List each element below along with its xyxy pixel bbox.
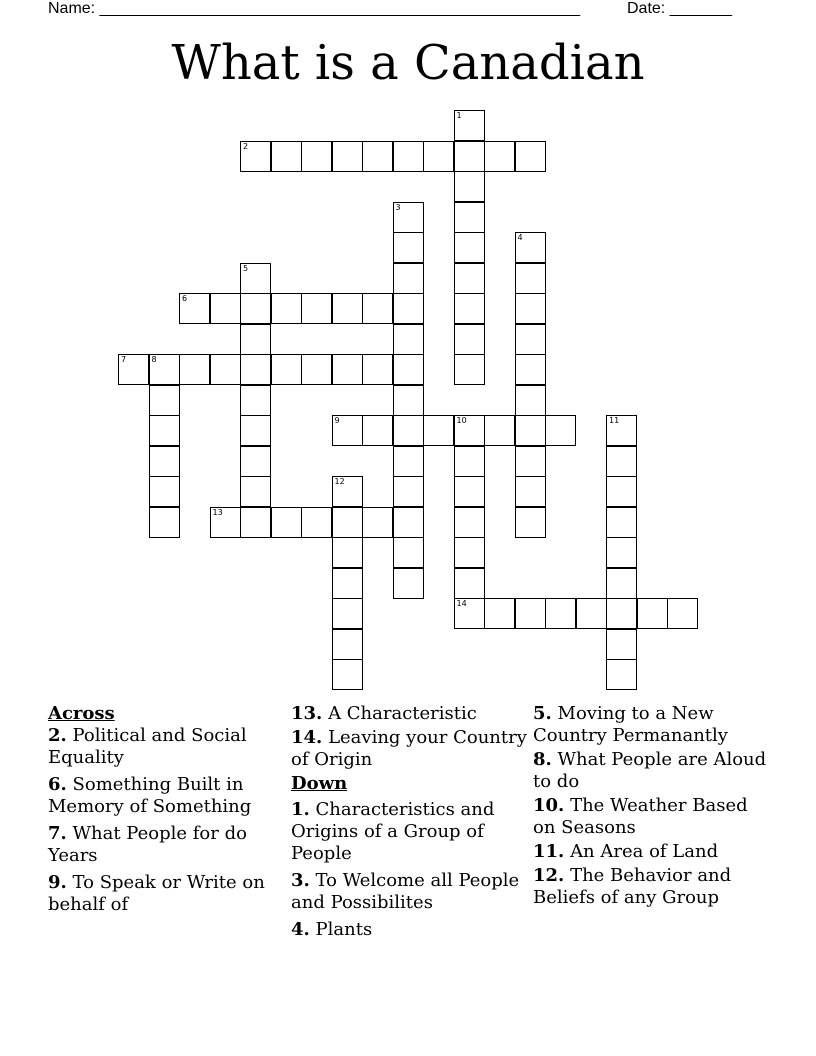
cell-number: 3 [395, 202, 401, 212]
crossword-cell[interactable] [515, 385, 546, 416]
crossword-cell[interactable] [606, 598, 637, 629]
crossword-cell[interactable] [545, 415, 576, 446]
crossword-cell[interactable] [454, 202, 485, 233]
crossword-cell[interactable] [484, 141, 515, 172]
crossword-cell[interactable] [606, 476, 637, 507]
crossword-cell[interactable] [515, 293, 546, 324]
across-heading: Across [48, 703, 115, 724]
across-clue-2 [48, 725, 284, 769]
clue-number: 6. [48, 774, 67, 795]
down-clue-4 [291, 919, 527, 941]
crossword-cell[interactable] [423, 141, 454, 172]
page-title: What is a Canadian [171, 35, 645, 91]
crossword-cell[interactable] [210, 354, 241, 385]
down-clue-11 [533, 841, 773, 863]
crossword-cell[interactable] [240, 293, 271, 324]
crossword-cell[interactable] [545, 598, 576, 629]
crossword-cell[interactable] [240, 476, 271, 507]
cell-number: 5 [243, 263, 249, 273]
crossword-cell[interactable] [454, 598, 485, 629]
crossword-cell[interactable] [332, 415, 363, 446]
crossword-cell[interactable] [332, 598, 363, 629]
crossword-cell[interactable] [606, 568, 637, 599]
crossword-cell[interactable] [393, 507, 424, 538]
clue-number: 11. [533, 841, 565, 862]
clue-text: A Characteristic [328, 703, 477, 724]
crossword-cell[interactable] [240, 324, 271, 355]
clue-text: Leaving your Country of Origin [291, 727, 527, 770]
cell-number: 14 [456, 599, 467, 608]
crossword-cell[interactable] [271, 293, 302, 324]
name-field-label: Name: ______________________________________________________ [48, 0, 581, 17]
clue-text: An Area of Land [570, 841, 719, 862]
clue-number: 5. [533, 703, 552, 724]
clue-number: 2. [48, 725, 67, 746]
across-clue-6 [48, 774, 284, 818]
clue-number: 12. [533, 865, 565, 886]
crossword-cell[interactable] [454, 476, 485, 507]
crossword-cell[interactable] [454, 537, 485, 568]
crossword-cell[interactable] [332, 476, 363, 507]
crossword-cell[interactable] [179, 293, 210, 324]
crossword-cell[interactable] [149, 476, 180, 507]
across-clue-7 [48, 823, 284, 867]
crossword-cell[interactable] [454, 263, 485, 294]
across-clue-14 [291, 727, 527, 771]
down-clue-10 [533, 795, 773, 839]
crossword-cell[interactable] [393, 293, 424, 324]
cell-number: 9 [334, 416, 340, 425]
crossword-cell[interactable] [515, 415, 546, 446]
crossword-cell[interactable] [332, 629, 363, 660]
crossword-cell[interactable] [454, 568, 485, 599]
crossword-cell[interactable] [454, 446, 485, 477]
crossword-cell[interactable] [393, 202, 424, 233]
crossword-cell[interactable] [149, 507, 180, 538]
clue-number: 10. [533, 795, 565, 816]
crossword-cell[interactable] [606, 415, 637, 446]
clue-text: Political and Social Equality [48, 725, 247, 768]
cell-number: 12 [334, 477, 345, 486]
crossword-cell[interactable] [301, 141, 332, 172]
crossword-cell[interactable] [393, 446, 424, 477]
clue-number: 3. [291, 870, 310, 891]
crossword-cell[interactable] [606, 507, 637, 538]
crossword-cell[interactable] [210, 293, 241, 324]
date-field-label: Date: _______ [627, 0, 732, 17]
clue-text: Plants [315, 919, 373, 940]
crossword-cell[interactable] [423, 415, 454, 446]
clue-text: Moving to a New Country Permanantly [533, 703, 728, 746]
cell-number: 13 [212, 507, 223, 517]
crossword-cell[interactable] [271, 141, 302, 172]
crossword-cell[interactable] [484, 598, 515, 629]
clues-column-1 [48, 703, 284, 921]
crossword-cell[interactable] [454, 171, 485, 202]
crossword-cell[interactable] [454, 507, 485, 538]
cell-number: 11 [609, 416, 620, 425]
crossword-cell[interactable] [362, 507, 393, 538]
crossword-cell[interactable] [637, 598, 668, 629]
crossword-cell[interactable] [393, 537, 424, 568]
down-clue-8 [533, 749, 773, 793]
clue-number: 4. [291, 919, 310, 940]
cell-number: 2 [243, 141, 249, 151]
clue-text: To Welcome all People and Possibilites [291, 870, 520, 913]
crossword-cell[interactable] [149, 446, 180, 477]
clue-number: 1. [291, 799, 310, 820]
crossword-cell[interactable] [606, 629, 637, 660]
crossword-cell[interactable] [515, 324, 546, 355]
crossword-cell[interactable] [332, 354, 363, 385]
cell-number: 7 [121, 355, 127, 364]
clue-number: 7. [48, 823, 67, 844]
down-clue-5 [533, 703, 773, 747]
crossword-cell[interactable] [332, 659, 363, 690]
crossword-cell[interactable] [332, 537, 363, 568]
crossword-cell[interactable] [393, 415, 424, 446]
crossword-cell[interactable] [454, 141, 485, 172]
crossword-cell[interactable] [515, 598, 546, 629]
crossword-cell[interactable] [606, 446, 637, 477]
crossword-cell[interactable] [454, 324, 485, 355]
crossword-cell[interactable] [454, 415, 485, 446]
crossword-cell[interactable] [393, 232, 424, 263]
crossword-cell[interactable] [118, 354, 149, 385]
crossword-cell[interactable] [362, 354, 393, 385]
crossword-cell[interactable] [240, 385, 271, 416]
crossword-cell[interactable] [301, 354, 332, 385]
crossword-cell[interactable] [362, 293, 393, 324]
clue-number: 14. [291, 727, 323, 748]
crossword-cell[interactable] [301, 293, 332, 324]
down-clue-12 [533, 865, 773, 909]
across-clue-9 [48, 872, 284, 916]
crossword-cell[interactable] [515, 354, 546, 385]
clue-text: Something Built in Memory of Something [48, 774, 252, 817]
crossword-cell[interactable] [454, 293, 485, 324]
down-clue-1 [291, 799, 527, 865]
cell-number: 10 [456, 416, 467, 425]
crossword-cell[interactable] [393, 263, 424, 294]
crossword-cell[interactable] [240, 354, 271, 385]
cell-number: 4 [517, 233, 523, 242]
crossword-cell[interactable] [149, 415, 180, 446]
crossword-cell[interactable] [393, 354, 424, 385]
clue-text: What People for do Years [48, 823, 247, 866]
clue-text: The Behavior and Beliefs of any Group [533, 865, 732, 908]
cell-number: 6 [182, 294, 188, 303]
crossword-cell[interactable] [515, 476, 546, 507]
clue-number: 9. [48, 872, 67, 893]
crossword-cell[interactable] [149, 385, 180, 416]
crossword-cell[interactable] [179, 354, 210, 385]
crossword-cell[interactable] [606, 659, 637, 690]
clue-text: The Weather Based on Seasons [533, 795, 748, 838]
clue-number: 8. [533, 749, 552, 770]
crossword-cell[interactable] [454, 354, 485, 385]
clue-text: What People are Aloud to do [533, 749, 767, 792]
crossword-cell[interactable] [332, 568, 363, 599]
crossword-cell[interactable] [393, 141, 424, 172]
crossword-cell[interactable] [393, 568, 424, 599]
crossword-cell[interactable] [576, 598, 607, 629]
crossword-cell[interactable] [393, 385, 424, 416]
crossword-cell[interactable] [515, 507, 546, 538]
cell-number: 8 [151, 355, 157, 364]
clues-column-3 [533, 703, 773, 911]
clues-column-2 [291, 703, 527, 946]
crossword-cell[interactable] [515, 263, 546, 294]
down-clue-3 [291, 870, 527, 914]
clue-text: Characteristics and Origins of a Group of People [291, 799, 495, 864]
crossword-cell[interactable] [667, 598, 698, 629]
crossword-cell[interactable] [301, 507, 332, 538]
crossword-cell[interactable] [332, 141, 363, 172]
crossword-cell[interactable] [240, 507, 271, 538]
crossword-cell[interactable] [606, 537, 637, 568]
clue-number: 13. [291, 703, 323, 724]
crossword-cell[interactable] [393, 324, 424, 355]
crossword-cell[interactable] [454, 232, 485, 263]
crossword-cell[interactable] [362, 141, 393, 172]
crossword-cell[interactable] [271, 507, 302, 538]
crossword-cell[interactable] [393, 476, 424, 507]
crossword-cell[interactable] [240, 141, 271, 172]
crossword-cell[interactable] [362, 415, 393, 446]
down-heading: Down [291, 773, 348, 794]
crossword-cell[interactable] [149, 354, 180, 385]
crossword-cell[interactable] [271, 354, 302, 385]
across-clue-13 [291, 703, 527, 725]
crossword-cell[interactable] [515, 446, 546, 477]
crossword-cell[interactable] [454, 110, 485, 141]
cell-number: 1 [456, 111, 462, 120]
crossword-cell[interactable] [240, 446, 271, 477]
crossword-cell[interactable] [332, 507, 363, 538]
crossword-cell[interactable] [210, 507, 241, 538]
crossword-cell[interactable] [240, 415, 271, 446]
crossword-cell[interactable] [332, 293, 363, 324]
crossword-cell[interactable] [515, 141, 546, 172]
crossword-cell[interactable] [240, 263, 271, 294]
crossword-cell[interactable] [515, 232, 546, 263]
clue-text: To Speak or Write on behalf of [48, 872, 265, 915]
crossword-cell[interactable] [484, 415, 515, 446]
